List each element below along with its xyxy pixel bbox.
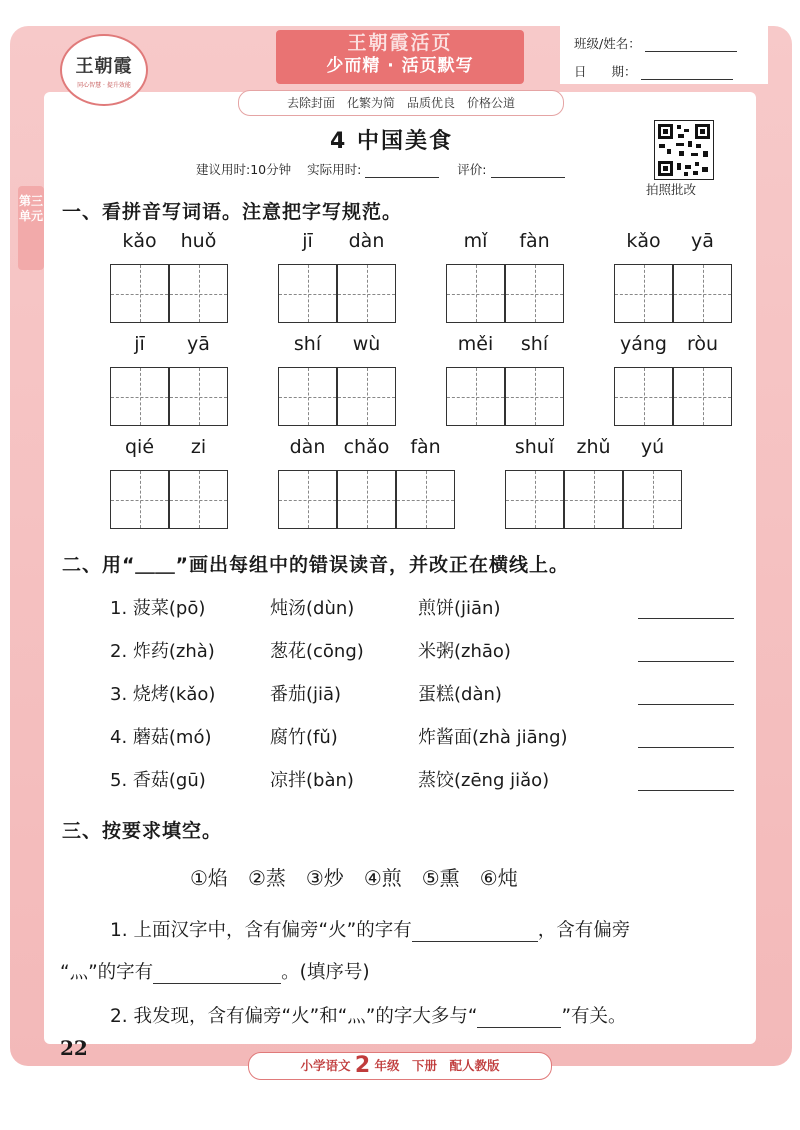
word-pronunciation: 1. 菠菜(pō) (110, 598, 206, 619)
tianzige-box[interactable] (673, 264, 732, 323)
pinyin-label: mǐ (463, 230, 488, 252)
tianzige-box[interactable] (169, 367, 228, 426)
q1-text-4: 。(填序号) (281, 962, 370, 983)
pinyin-label: ròu (686, 333, 719, 355)
correction-line[interactable] (638, 618, 734, 619)
word-pronunciation: 腐竹(fǔ) (270, 727, 338, 748)
slogan-bar: 去除封面 化繁为简 品质优良 价格公道 (238, 90, 564, 116)
tianzige-box[interactable] (623, 470, 682, 529)
tianzige-box[interactable] (614, 264, 673, 323)
tianzige-box[interactable] (505, 264, 564, 323)
tianzige-box[interactable] (614, 367, 673, 426)
tianzige-box[interactable] (278, 470, 337, 529)
tianzige-box[interactable] (446, 367, 505, 426)
choice-character: ①焰 (190, 866, 228, 890)
tianzige-box[interactable] (396, 470, 455, 529)
actual-time-label: 实际用时: (307, 162, 362, 177)
pinyin-label: wù (352, 333, 381, 355)
pinyin-label: kǎo (626, 230, 661, 252)
pinyin-label: fàn (410, 436, 441, 458)
choice-character: ⑥炖 (479, 866, 518, 890)
tianzige-box[interactable] (337, 470, 396, 529)
suggested-time: 建议用时:10分钟 (196, 162, 292, 177)
tianzige-box[interactable] (110, 470, 169, 529)
pinyin-label: měi (457, 333, 494, 355)
word-pronunciation: 炖汤(dùn) (270, 598, 355, 619)
pinyin-label: shí (520, 333, 549, 355)
footer-badge (248, 1052, 552, 1080)
tianzige-box[interactable] (278, 264, 337, 323)
student-info-box (560, 24, 768, 84)
question-2-line (110, 1002, 627, 1028)
choice-character: ②蒸 (247, 866, 286, 890)
pinyin-label: chǎo (343, 436, 390, 458)
correction-line[interactable] (638, 790, 734, 791)
banner-title: 王朝霞活页 (347, 32, 453, 54)
pinyin-label: shuǐ (514, 436, 555, 458)
pinyin-label: kǎo (122, 230, 157, 252)
word-pronunciation: 炸酱面(zhà jiāng) (418, 727, 568, 748)
word-pronunciation: 番茄(jiā) (270, 684, 342, 705)
footer-grade-number: 2 (354, 1053, 371, 1078)
word-pronunciation: 蛋糕(dàn) (418, 684, 502, 705)
date-field[interactable] (641, 65, 733, 80)
tianzige-box[interactable] (446, 264, 505, 323)
section3-heading: 三、按要求填空。 (62, 820, 223, 842)
pinyin-label: yā (187, 333, 210, 355)
qr-code-icon[interactable] (654, 120, 714, 180)
correction-line[interactable] (638, 704, 734, 705)
pinyin-label: yáng (620, 333, 667, 355)
footer-subject: 小学语文 (300, 1058, 351, 1073)
word-pronunciation: 2. 炸药(zhà) (110, 641, 215, 662)
word-pronunciation: 蒸饺(zēng jiǎo) (418, 770, 550, 791)
tianzige-box[interactable] (337, 264, 396, 323)
question-1-line-1 (110, 916, 630, 942)
page-number: 22 (60, 1036, 88, 1060)
brand-logo (60, 34, 148, 106)
q1-blank-fire[interactable] (412, 941, 538, 942)
qr-label: 拍照批改 (646, 182, 697, 197)
tianzige-box[interactable] (110, 264, 169, 323)
pinyin-label: jī (134, 333, 145, 355)
word-pronunciation: 煎饼(jiān) (418, 598, 501, 619)
tianzige-box[interactable] (505, 367, 564, 426)
q1-text-2: ，含有偏旁 (537, 920, 631, 941)
banner-subtitle: 少而精 · 活页默写 (326, 56, 474, 76)
word-pronunciation: 4. 蘑菇(mó) (110, 727, 212, 748)
pinyin-label: jī (302, 230, 313, 252)
q1-blank-dots[interactable] (153, 983, 281, 984)
character-choices (190, 862, 538, 891)
pinyin-label: fàn (519, 230, 550, 252)
choice-character: ⑤熏 (421, 866, 460, 890)
tianzige-box[interactable] (169, 264, 228, 323)
logo-text: 王朝霞 (75, 55, 133, 77)
word-pronunciation: 葱花(cōng) (270, 641, 364, 662)
unit-tab: 第三单元 (18, 186, 44, 270)
tianzige-box[interactable] (169, 470, 228, 529)
section1-heading: 一、看拼音写词语。注意把字写规范。 (62, 201, 403, 223)
date-row (560, 52, 768, 80)
q2-blank[interactable] (477, 1027, 561, 1028)
pinyin-label: qié (124, 436, 155, 458)
q1-text-3: “灬”的字有 (60, 962, 154, 983)
word-pronunciation: 凉拌(bàn) (270, 770, 354, 791)
tianzige-box[interactable] (337, 367, 396, 426)
pinyin-label: huǒ (180, 230, 217, 252)
pinyin-label: yā (691, 230, 714, 252)
rating-label: 评价: (457, 162, 487, 177)
rating-field[interactable] (491, 177, 565, 178)
word-pronunciation: 米粥(zhāo) (418, 641, 511, 662)
class-name-row (560, 24, 768, 52)
choice-character: ④煎 (363, 866, 402, 890)
pinyin-label: zi (190, 436, 207, 458)
actual-time-field[interactable] (365, 177, 439, 178)
tianzige-box[interactable] (505, 470, 564, 529)
footer-grade-text: 年级 下册 配人教版 (374, 1058, 500, 1073)
tianzige-box[interactable] (110, 367, 169, 426)
correction-line[interactable] (638, 747, 734, 748)
class-name-label: 班级/姓名： (574, 36, 641, 51)
question-1-line-2 (60, 958, 370, 984)
tianzige-box[interactable] (673, 367, 732, 426)
q2-text-1: 2. 我发现，含有偏旁“火”和“灬”的字大多与“ (110, 1006, 478, 1027)
class-name-field[interactable] (645, 37, 737, 52)
word-pronunciation: 3. 烧烤(kǎo) (110, 684, 216, 705)
word-pronunciation: 5. 香菇(gū) (110, 770, 206, 791)
pinyin-label: dàn (289, 436, 326, 458)
correction-line[interactable] (638, 661, 734, 662)
choice-character: ③炒 (305, 866, 344, 890)
section2-heading: 二、用“＿＿”画出每组中的错误读音，并改正在横线上。 (62, 554, 569, 576)
logo-subtext: 同心智慧 · 提升效能 (77, 81, 131, 89)
tianzige-box[interactable] (278, 367, 337, 426)
q1-text-1: 1. 上面汉字中，含有偏旁“火”的字有 (110, 920, 412, 941)
lesson-title: 4 中国美食 (330, 129, 453, 154)
time-rating-row (196, 160, 565, 178)
q2-text-2: ”有关。 (561, 1006, 627, 1027)
date-label: 日 期： (574, 64, 637, 79)
brand-banner (276, 30, 524, 84)
pinyin-label: dàn (348, 230, 385, 252)
pinyin-label: yú (640, 436, 665, 458)
pinyin-label: zhǔ (576, 436, 611, 458)
pinyin-label: shí (293, 333, 322, 355)
tianzige-box[interactable] (564, 470, 623, 529)
